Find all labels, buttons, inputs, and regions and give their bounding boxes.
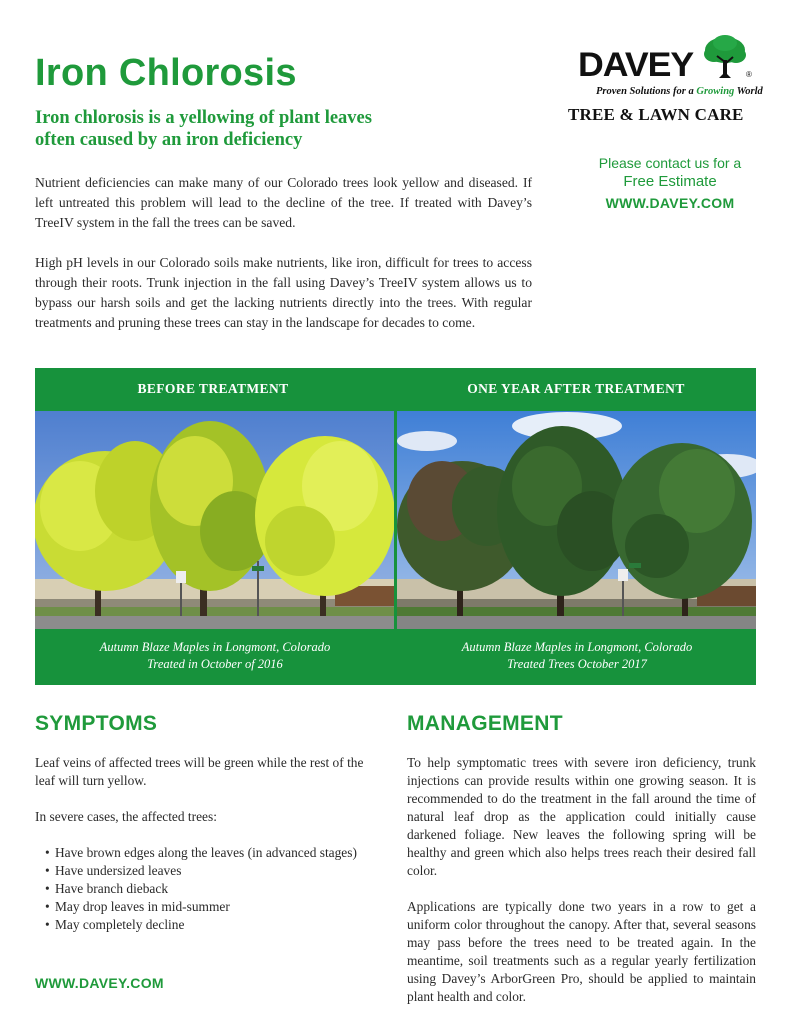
management-paragraph: To help symptomatic trees with severe iron deficiency, trunk injections can provide results within one growing season. It is recommended to do the treatment in the fall around the time of natural leaf drop as the application could initially cause darkened foliage. New leaves the following spring will be healthy and green which also helps trees reach their desired fall color. (407, 755, 756, 878)
comparison-band (35, 368, 756, 685)
symptoms-heading: SYMPTOMS (35, 712, 158, 735)
before-caption: Autumn Blaze Maples in Longmont, Colorado Treated in October of 2016 (99, 640, 331, 671)
logo-subtitle: TREE & LAWN CARE (568, 105, 744, 124)
after-heading: ONE YEAR AFTER TREATMENT (467, 381, 685, 396)
before-heading: BEFORE TREATMENT (137, 381, 289, 396)
free-estimate-text: Free Estimate (623, 173, 717, 190)
page-subtitle: Iron chlorosis is a yellowing of plant leaves often caused by an iron deficiency (35, 108, 372, 150)
symptoms-paragraph: Leaf veins of affected trees will be green while the rest of the leaf will turn yellow. (35, 755, 364, 788)
registered-mark: ® (746, 70, 752, 79)
footer-website-link[interactable]: WWW.DAVEY.COM (35, 975, 164, 991)
intro-paragraph: Nutrient deficiencies can make many of our Colorado trees look yellow and diseased. If left untreated this problem will lead to the decline of the tree. If treated with Davey’s TreeIV system in the fall the trees can be saved. (35, 175, 532, 230)
contact-box (580, 154, 760, 214)
list-item: • Have branch dieback (35, 880, 375, 898)
website-link[interactable]: WWW.DAVEY.COM (605, 195, 735, 211)
list-item: • May completely decline (35, 916, 375, 934)
after-caption: Autumn Blaze Maples in Longmont, Colorado Treated Trees October 2017 (461, 640, 693, 671)
logo-wordmark: DAVEY (578, 46, 694, 84)
intro-paragraph: High pH levels in our Colorado soils make nutrients, like iron, difficult for trees to access through their roots. Trunk injection in the fall using Davey’s TreeIV system allows us to bypass our harsh soils and get the lacking nutrients directly into the trees. With regular treatments and pruning these trees can stay in the landscape for decades to come. (35, 255, 532, 330)
management-heading: MANAGEMENT (407, 712, 563, 735)
symptoms-list (35, 844, 375, 934)
symptoms-paragraph: In severe cases, the affected trees: (35, 809, 217, 824)
page-title: Iron Chlorosis (35, 52, 297, 94)
list-item: • Have brown edges along the leaves (in advanced stages) (35, 844, 375, 862)
after-photo (397, 411, 756, 629)
list-item: • May drop leaves in mid-summer (35, 898, 375, 916)
management-section (407, 754, 756, 1006)
tree-icon (702, 34, 748, 80)
logo-tagline: Proven Solutions for a Growing World (596, 86, 763, 97)
contact-line: Please contact us for a (598, 155, 742, 171)
management-paragraph: Applications are typically done two years in a row to get a uniform color throughout the canopy. After that, several seasons may pass before the trees need to be treated again. In the meantime, soil treatments such as a regular yearly fertilization using Davey’s ArborGreen Pro, should be applied to maintain plant health and color. (407, 899, 756, 1004)
intro-text (35, 173, 532, 333)
before-photo (35, 411, 394, 629)
list-item: • Have undersized leaves (35, 862, 375, 880)
symptoms-section (35, 754, 375, 934)
davey-logo[interactable] (560, 34, 763, 129)
